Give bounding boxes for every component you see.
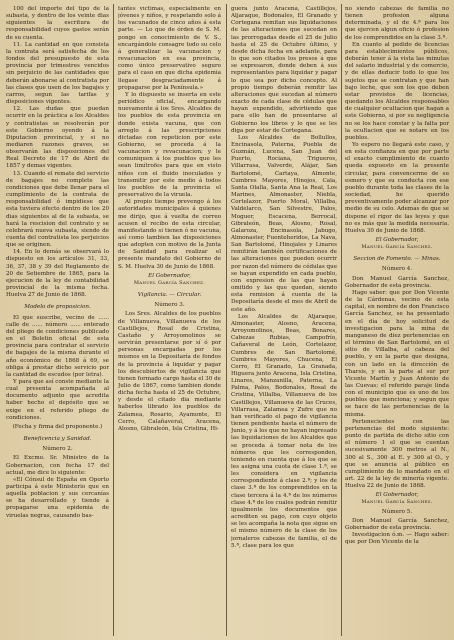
column-3 xyxy=(231,6,337,634)
section-heading: Seccion de Fomento. — Minas. xyxy=(353,256,441,263)
paragraph: En cuanto al pedido de licencias para establecimientos públicos, deberán tener á la vista las minutas del salario industrial y de comercio, y de ellas deducir todo lo que los sujetos que se contratan y que han bajo leche, que son los que deben estar provistos de licencias, quedando los Alcaldes responsables de cualquier ocultacion que hagan a este Gobierno, si por su negligencia no se los hace constar y la falta por la ocultacion que se notare en los pueblos. xyxy=(345,41,449,141)
item-number: Número 2. xyxy=(42,446,73,453)
paragraph: El que suscribe, vecino de ...... calle de ...... número ...... enterado del pliego de condiciones publicado en el Boletin oficial de esta provincia para contratar el servicio de bagajes de la misma durante el año económico de 1868 á 69, se obliga á prestar dicho servicio por la cantidad de escudos (por letra). xyxy=(6,314,109,378)
section-heading: Beneficencia y Sanidad. xyxy=(23,436,92,443)
paragraph: Al propio tiempo prevengo á los autoridades municipales á quienes me dirijo, que á vuelta de correo acusen el recibo de esta circular, manifestando si tienen ó no vacuna, así como tambien las disposiciones que adopten con motivo de la Junta de Sanidad para realizar el presente mandato del Gobierno de S. M. Huelva 30 de Junio de 1868. xyxy=(118,199,221,270)
paragraph: Hago saber: que por Don Vicente de la Cárdenas, vecino de esta capital, en nombre de don Francisco García Sanchez, se ha presentado en el día de hoy solicitud de investigacion para la mina de manganeso de diez pertenencias en el término de San Bartolomé, en el sitio de Villalba, al cabeza del pueblo, y en la parte que designa, con un lado en la dirección de Tharsis, y en la parte al sur por Vicente Martín y Juan Antonio de las Cuevas; el referido paraje linda con el municipio que es uno de los pueblos que menciona; y segun que se hace de las pertenencias de la misma. xyxy=(345,289,449,418)
paragraph: «El Cónsul de España en Oporto participa á este Ministerio que en aquella poblacion y sus cercanías se ha desarrollado y tiende á propagarse una epidemia de viruelas negras, causando bas- xyxy=(6,476,109,519)
column-rule xyxy=(226,4,227,636)
paragraph: no siendo cabezas de familia no tienen profesion alguna determinada, y el de 4.ª para los que ejercen algun oficio ó profesion de los comprendidos en la clase 3.ª. xyxy=(345,6,449,41)
column-rule xyxy=(341,4,342,636)
paragraph: El Excmo. Sr. Ministro de la Gobernacion, con fecha 17 del actual, me dice lo siguiente: xyxy=(6,455,109,476)
signature-block xyxy=(345,237,449,251)
paragraph: Yo espero no llegará este caso, y en esta confianza en que por parte el exacto cumplimiento de cuanto queda expuesto en la presente circular, para convencerme de su esmero y que su conducta con ese pueblo durante toda las clases de la sociedad, he querido preventivamente poder alcanzar por medio de su celo. Ademas de que se dispone el rigor de las leyes y que no es más que la medida necesaria. Huelva 30 de Junio de 1868. xyxy=(345,141,449,234)
paragraph: Los Alcaldes de Bollullos, Encinasola, Paterna, Puebla de Guzmán, Lucena, San Juan del Puerto, Rociana, Trigueros, Villarrasa, Valverde, Alájar, San Bartolomé, Cartaya, Almonte, Cumbres Mayores, Hinojos, Cala, Santa Olalla, Santa Ana la Real, Los Marines, Almonaster, Niebla, Cortelazor, Puerto Moral, Villalba, Valdelarco, San Silvestre, Palos, Moguer, Escacena, Berrocal, Gibraleón, Beas, Alosno, Rosal, Galaroza, Encinasola, Jabugo, Almonaster, Fuenteheridos, La Nava, San Bartolomé, Hinojales y Linares remitirán también certificaciones de las alteraciones que pueden ocurrir por razon del número de cédulas que se hayan expendido en cada pueblo, con expresion de las que hayan omitido y las que quedan, siendo esta remision á cuenta de la Depositaría desde el mes de Abril de este año. xyxy=(231,134,337,313)
signature-block xyxy=(345,492,449,506)
item-number: Número 3. xyxy=(154,302,185,309)
column-2 xyxy=(118,6,221,634)
signature-name: Manuel García Sanchez. xyxy=(361,499,433,506)
column-1 xyxy=(6,6,109,634)
paragraph: 12. Las dudas que puedan ocurrir en la práctica a los Alcaldes y contratistas se resolverán por este Gobierno oyendo á la Diputacion provincial, y si no mediaren razones graves, se observarán las disposiciones del Real Decreto de 17 de Abril de 1857 y demas vigentes. xyxy=(6,106,109,170)
item-number: Número 4. xyxy=(381,266,413,273)
paragraph: Los Alcaldes de Aljaraque, Almonaster, Alosno, Aracena, Arroyomolinos, Beas, Bonares, Cabezas Rubias, Campofrío, Cañaveral de León, Cortelazor, Cumbres de San Bartolomé, Cumbres Mayores, Chucena, El Cerro, El Granado, La Granada, Higuera junto Aracena, Isla Cristina, Linares, Manzanilla, Paterna, La Palma, Palos, Bodonales, Rosal de Cristina, Villalba, Villanueva de los Castillejos, Villanueva de las Cruces, Villarrasa, Zalamea y Zufre que no han verificado el pago de vigilancia tienen pendiente hasta el número de Junio, y á los que no hayan ingresado las liquidaciones de los Alcaldes que se proceda á tomar nota de los números que les corresponden, teniendo en cuenta que á los que se les asigna una cuota de clase 1.ª, se les considera en vigilancia correspondiente á clase 2.ª; y los de clase 3.ª de los comprendidos en la clase tercera á la 4.ª de los números clase 4.ª de los cuales podrán remitir igualmente los documentos que acrediten su pago, con cuyo objeto se les acompaña la nota que sigue en el mismo número de la clase de los jornaleros cabezas de familia, el de 5.ª, clase para los que xyxy=(231,313,337,549)
paragraph: Y lo dispuesto se inserta en este periódico oficial, encargando nuevamente á los Sres. Alcaldes de los pueblos de esta provincia en donde exista vacuna, que con arreglo á las prescripciones dictadas con repeticion por este Gobierno, se proceda á la vacunacion y revacunacion; y le comuniquen á los pueblos que les sean limítrofes para que en visto niños con el fluido inoculados y transmitir por este medio á todos los pueblos de la provincia el preservativo de la viruela. xyxy=(118,91,221,199)
paragraph: Pertenecientes con las pertenencias del modo siguiente: punto de partida de dicho sitio con el número 1 el que se cuentan sucesivamente 300 metros al N., 300 al S., 300 al E. y 300 al O., y que se anuncia al público en cumplimiento de lo mandado en el art. 22 de la ley de minería vigente. Huelva 22 de Junio de 1868. xyxy=(345,418,449,490)
paragraph: 13. Cuando el remate del servicio de bagajes no complete las condiciones que debe llenar para el cumplimiento de la contrata de responsabilidad ó impidiese que esta tuviera efecto dentro de los 20 dias siguientes al de la subasta, se hará la rescision del contrato y se celebrará nueva subasta, siendo de cuenta del contratista los perjuicios que se originen. xyxy=(6,170,109,249)
signature-block xyxy=(118,273,221,287)
paragraph: Los Sres. Alcaldes de los pueblos de Villanueva, Villanueva de los Castillejos, Rosal de Cristina, Castaño y Arroyomolinos se servirán presentarse por sí ó por personas encargadas por los mismos en la Depositaría de fondos de la provincia á liquidar y pagar los descubiertos de vigilancia que tienen formado cargo hasta el 30 de Julio de 1867, como tambien donde dicha fecha hasta el 25 de Octubre, y desde el citado dia mediante haberlos librado los pueblos de Zalamea, Rosario, Ayamonte, El Cerro, Calañaveral, Aracena, Alosno, Gibraleón, Isla Cristina, Hi- xyxy=(118,311,221,432)
paragraph: Investigacion ó.m. — Hago saber: que por Don Vicente de la xyxy=(345,532,449,546)
column-4 xyxy=(345,6,449,634)
paragraph: 11. La cantidad en que consista la contrata será satisfecha de los fondos del presupuesto de esta provincia por trimestres vencidos sin perjuicio de las cantidades que deberán abonarse al contratista por las clases que usen de los bagajes y carros, segun las tarifas y disposiciones vigentes. xyxy=(6,41,109,106)
paragraph: 100 del importe del tipo de la subasta, y dentro de los veinte dias siguientes la escritura de responsabilidad cuyos gastos serán de su cuenta. xyxy=(6,6,109,41)
item-number: Número 5. xyxy=(381,508,413,515)
paragraph: Don Manuel García Sanchez, Gobernador de esta provincia. xyxy=(345,517,449,531)
signature-name: Manuel García Sanchez. xyxy=(133,279,206,286)
paragraph: Don Manuel García Sanchez, Gobernador de esta provincia. xyxy=(345,275,449,289)
section-heading: Vigilancia. — Circular. xyxy=(137,292,202,299)
signature-role: El Gobernador, xyxy=(375,237,419,243)
section-heading: Modelo de proposicion. xyxy=(24,304,91,311)
paragraph: guera junto Aracena, Castillejos, Aljaraque, Bodonales, El Granado y Cortegana remitan sus liquidaciones de las alteraciones que sucedan en las prorrogadas desde el 25 de Julio hasta el 25 de Octubre último, y desde dicha fecha en adelante, para lo que son citados los presos á que se expresaron, donde deben á sus representantes para liquidar y pagar lo que sea por dicho concepto. Al propio tiempo deberán remitir las alteraciones que sucedan al número exacto de cada clase de cédulas que hayan expendido, advirtiendo que para ello han de presentarse al Gobierno los libros y lo que se les diga por estar de Cortegana. xyxy=(231,6,337,134)
paragraph: Y para que así conste mediante la cual presenta acompañada al documento adjunto que acredita haber hecho el depósito que se exige en el referido pliego de condiciones. xyxy=(6,378,109,421)
signature-name: Manuel García Sanchez. xyxy=(361,244,433,251)
column-rule xyxy=(113,4,114,636)
signature-role: El Gobernador, xyxy=(148,272,191,279)
paragraph: 14. En lo demás se observará lo dispuesto en los artículos 31, 33, 36, 37, 38 y 39 del Reglamento de 20 de Setiembre de 1865, para la ejecucion de la ley de contabilidad provincial de la misma fecha. Huelva 27 de Junio de 1868. xyxy=(6,249,109,299)
paragraph: tantes víctimas, especialmente en jóvenes y niños, y respetando solo á los vacunados de cinco años á esta parte. — Lo que de órden de S. M. pongo en conocimiento de V. S., encargándole consagre todo su celo á generalizar la vacunacion y revacunacion en esa provincia, como único preservativo seguro para el caso en que dicha epidemia llegase desgraciadamente á propagarse por la Península.» xyxy=(118,6,221,91)
signature-note: (Fecha y firma del proponente.) xyxy=(12,423,103,430)
signature-role: El Gobernador, xyxy=(375,492,419,499)
